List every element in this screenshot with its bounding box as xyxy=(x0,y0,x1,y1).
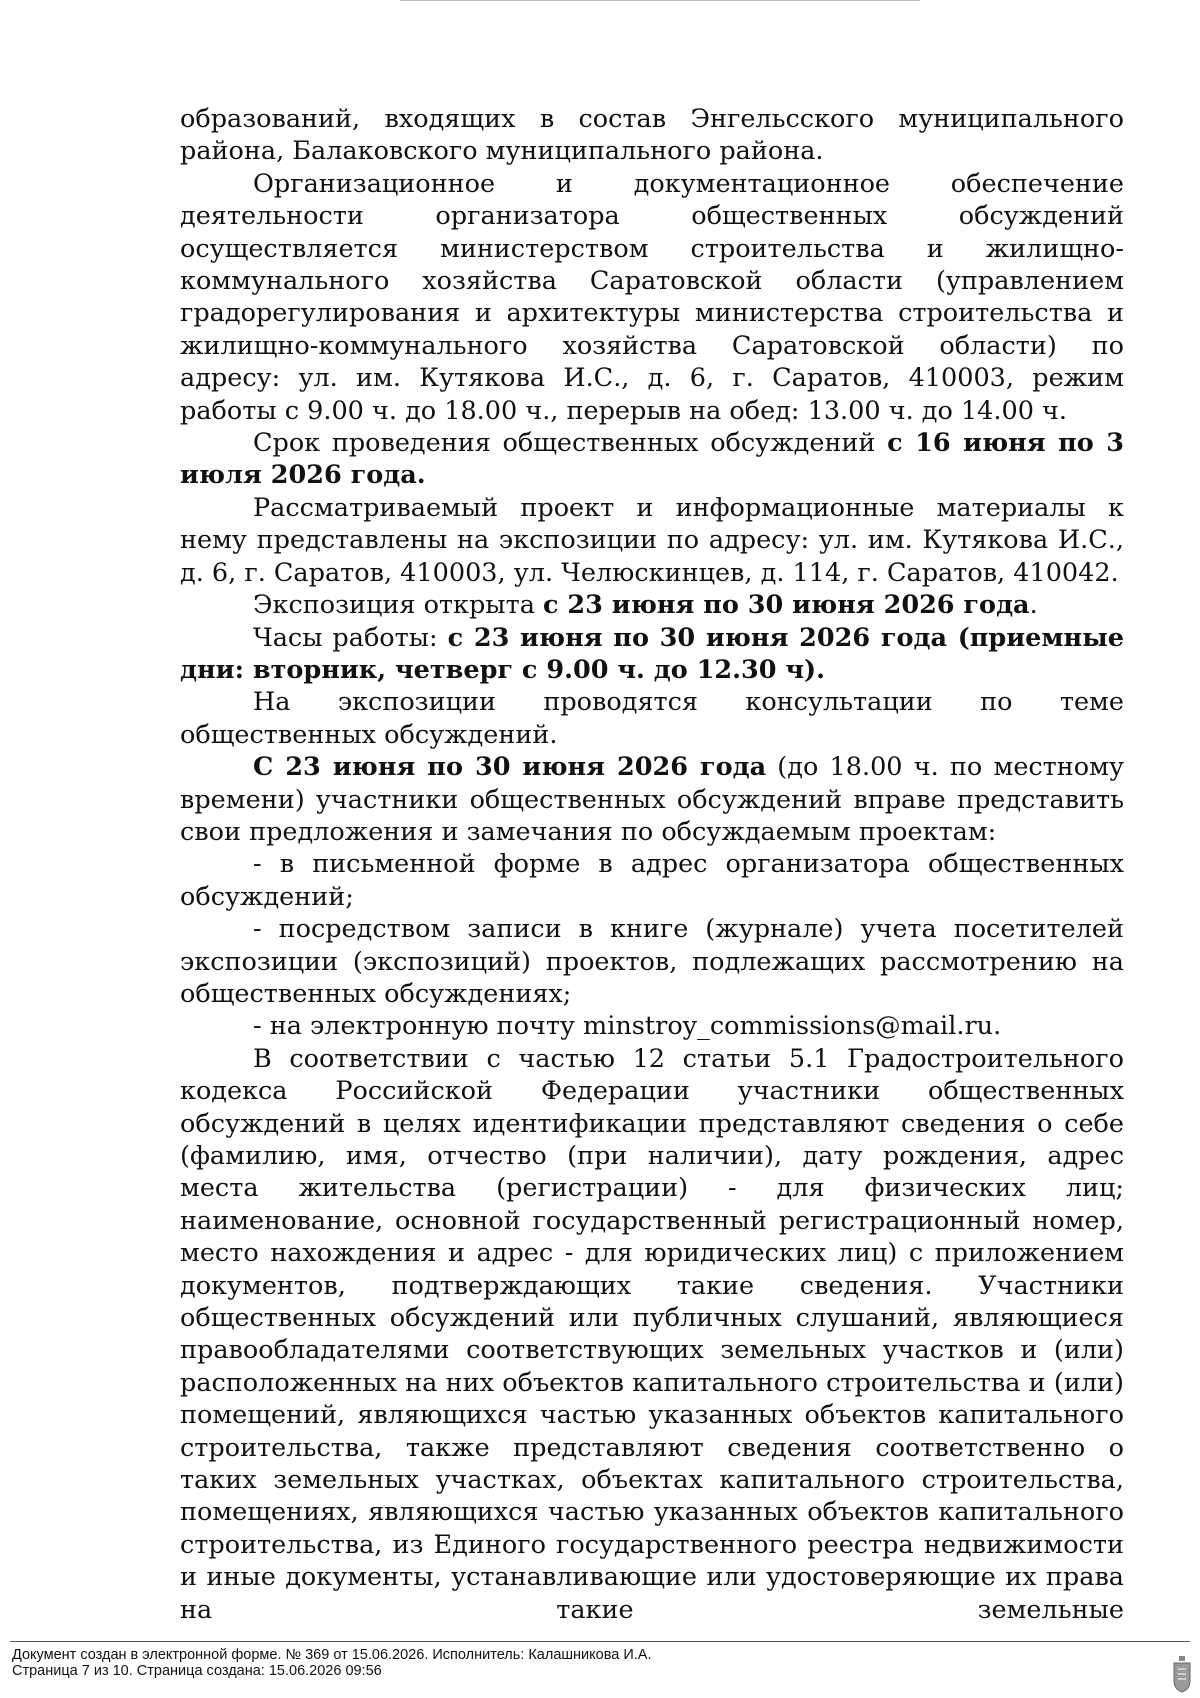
bold-text: С 23 июня по 30 июня 2026 года xyxy=(253,752,767,783)
text-run: Экспозиция открыта xyxy=(253,590,544,621)
coat-of-arms-icon xyxy=(1172,1655,1192,1693)
top-edge-line xyxy=(400,0,920,1)
bold-text: с 16 июня по 3 июля 2026 года. xyxy=(180,428,1124,491)
paragraph xyxy=(180,751,1124,848)
document-body xyxy=(180,103,1124,1626)
paragraph xyxy=(180,913,1124,1010)
text-run: (до 18.00 ч. по местному времени) участники общественных обсуждений вправе представить свои предложения и замечания по обсуждаемым проектам: xyxy=(180,752,1124,847)
text-run: Часы работы: xyxy=(253,622,448,653)
text-run: Организационное и документационное обеспечение деятельности организатора общественных обсуждений осуществляется министерством строительства и жилищно-коммунального хозяйства Саратовской области (управлением градорегулирования и архитектуры министерства строительства и жилищно-коммунального хозяйства Саратовской области) по адресу: ул. им. Кутякова И.С., д. 6, г. Саратов, 410003, режим работы с 9.00 ч. до 18.00 ч., перерыв на обед: 13.00 ч. до 14.00 ч. xyxy=(180,168,1124,426)
text-run: Срок проведения общественных обсуждений xyxy=(253,428,888,459)
text-run: образований, входящих в состав Энгельсского муниципального района, Балаковского муниципального района. xyxy=(180,104,1124,167)
footer-divider xyxy=(10,1641,1190,1642)
paragraph xyxy=(180,589,1124,621)
text-run: Рассматриваемый проект и информационные материалы к нему представлены на экспозиции по адресу: ул. им. Кутякова И.С., д. 6, г. Саратов, 410003, ул. Челюскинцев, д. 114, г. Саратов, 410042. xyxy=(180,492,1124,588)
paragraph xyxy=(180,103,1124,168)
paragraph xyxy=(180,1010,1124,1042)
text-run: - на электронную почту minstroy_commissions@mail.ru. xyxy=(253,1011,1002,1042)
paragraph xyxy=(180,168,1124,427)
footer-line-document-info: Документ создан в электронной форме. № 369 от 15.06.2026. Исполнитель: Калашникова И.А. xyxy=(12,1647,652,1663)
bold-text: с 23 июня по 30 июня 2026 года xyxy=(543,590,1030,621)
paragraph xyxy=(180,1043,1124,1626)
text-run: - посредством записи в книге (журнале) учета посетителей экспозиции (экспозиций) проектов, подлежащих рассмотрению на общественных обсуждениях; xyxy=(180,914,1124,1009)
text-run: На экспозиции проводятся консультации по теме общественных обсуждений. xyxy=(180,687,1124,750)
footer-line-page-info: Страница 7 из 10. Страница создана: 15.06.2026 09:56 xyxy=(12,1663,382,1679)
paragraph xyxy=(180,686,1124,751)
paragraph xyxy=(180,492,1124,589)
document-footer xyxy=(0,1641,1200,1698)
paragraph xyxy=(180,427,1124,492)
text-run: В соответствии с частью 12 статьи 5.1 Градостроительного кодекса Российской Федерации участники общественных обсуждений в целях идентификации представляют сведения о себе (фамилию, имя, отчество (при наличии), дату рождения, адрес места жительства (регистрации) - для физических лиц; наименование, основной государственный регистрационный номер, место нахождения и адрес - для юридических лиц) с приложением документов, подтверждающих такие сведения. Участники общественных обсуждений или публичных слушаний, являющиеся правообладателями соответствующих земельных участков и (или) расположенных на них объектов капитального строительства и (или) помещений, являющихся частью указанных объектов капитального строительства, также представляют сведения соответственно о таких земельных участках, объектах капитального строительства, помещениях, являющихся частью указанных объектов капитального строительства, из Единого государственного реестра недвижимости и иные документы, устанавливающие или удостоверяющие их права на такие земельные xyxy=(180,1043,1124,1625)
text-run: . xyxy=(1029,590,1038,621)
bold-text: с 23 июня по 30 июня 2026 года (приемные дни: вторник, четверг с 9.00 ч. до 12.30 ч). xyxy=(180,622,1124,685)
paragraph xyxy=(180,848,1124,913)
text-run: - в письменной форме в адрес организатора общественных обсуждений; xyxy=(180,849,1124,912)
paragraph xyxy=(180,622,1124,687)
